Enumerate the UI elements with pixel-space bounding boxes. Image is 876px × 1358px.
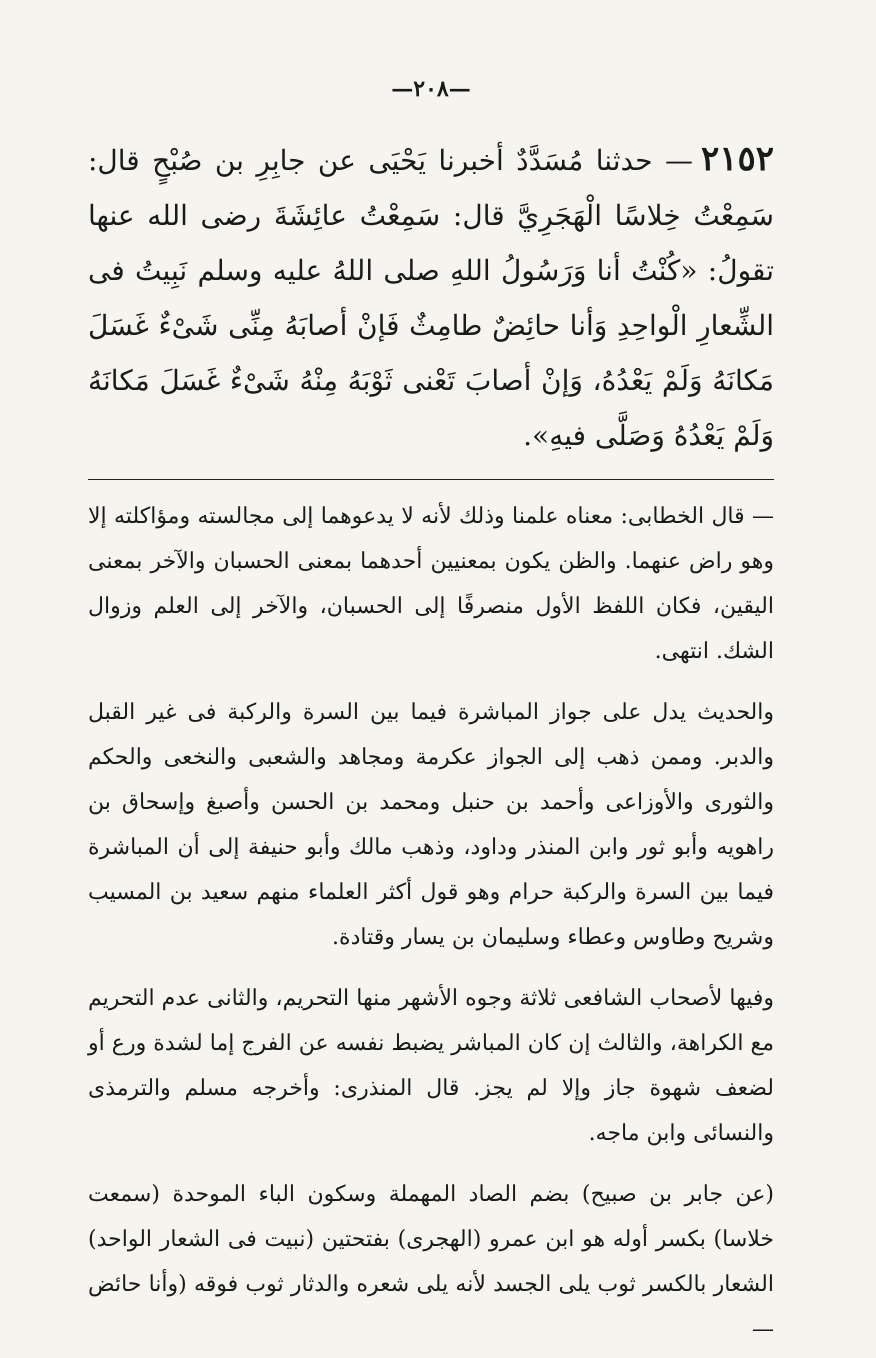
commentary-paragraph: (عن جابر بن صبيح) بضم الصاد المهملة وسكون الباء الموحدة (سمعت خلاسا) بكسر أوله هو ابن عمرو (الهجرى) بفتحتين (نبيت فى الشعار الواحد) الشعار بالكسر ثوب يلى الجسد لأنه يلى شعره والدثار ثوب فوقه (وأنا حائض — [88, 1182, 774, 1342]
hadith-text: — حدثنا مُسَدَّدٌ أخبرنا يَحْيَى عن جابِرِ بن صُبْحٍ قال: سَمِعْتُ خِلاسًا الْهَجَرِيَّ قال: سَمِعْتُ عائِشَةَ رضى الله عنها تقولُ: «كُنْتُ أنا وَرَسُولُ اللهِ صلى اللهُ عليه وسلم نَبِيتُ فى الشِّعارِ الْواحِدِ وَأنا حائِضٌ طامِثٌ فَإنْ أصابَهُ مِنِّى شَىْءٌ غَسَلَ مَكانَهُ وَلَمْ يَعْدُهُ، وَإنْ أصابَ تَعْنى ثَوْبَهُ مِنْهُ شَىْءٌ غَسَلَ مَكانَهُ وَلَمْ يَعْدُهُ وَصَلَّى فيهِ». [88, 144, 775, 452]
commentary-paragraph: والحديث يدل على جواز المباشرة فيما بين السرة والركبة فى غير القبل والدبر. وممن ذهب إلى الجواز عكرمة ومجاهد والشعبى والنخعى والحكم والثورى والأوزاعى وأحمد بن حنبل ومحمد بن الحسن وأصبغ وإسحاق بن راهويه وأبو ثور وابن المنذر وداود، وذهب مالك وأبو حنيفة إلى أن المباشرة فيما بين السرة والركبة حرام وهو قول أكثر العلماء منهم سعيد بن المسيب وشريح وطاوس وعطاء وسليمان بن يسار وقتادة. [88, 700, 774, 950]
footnote-divider [88, 479, 774, 480]
hadith-number: ٢١٥٢ [700, 139, 774, 179]
page-number: —٢٠٨— [391, 76, 471, 102]
commentary-paragraph: وفيها لأصحاب الشافعى ثلاثة وجوه الأشهر منها التحريم، والثانى عدم التحريم مع الكراهة، والثالث إن كان المباشر يضبط نفسه عن الفرج إما لشدة ورع أو لضعف شهوة جاز وإلا لم يجز. قال المنذرى: وأخرجه مسلم والترمذى والنسائى وابن ماجه. [88, 986, 775, 1146]
commentary-paragraph: — قال الخطابى: معناه علمنا وذلك لأنه لا يدعوهما إلى مجالسته ومؤاكلته إلا وهو راض عنهما. والظن يكون بمعنيين أحدهما بمعنى الحسبان والآخر بمعنى اليقين، فكان اللفظ الأول منصرفًا إلى الحسبان، والآخر إلى العلم وزوال الشك. انتهى. [88, 504, 774, 664]
hadith-block [88, 132, 774, 463]
commentary-section [88, 494, 774, 1352]
